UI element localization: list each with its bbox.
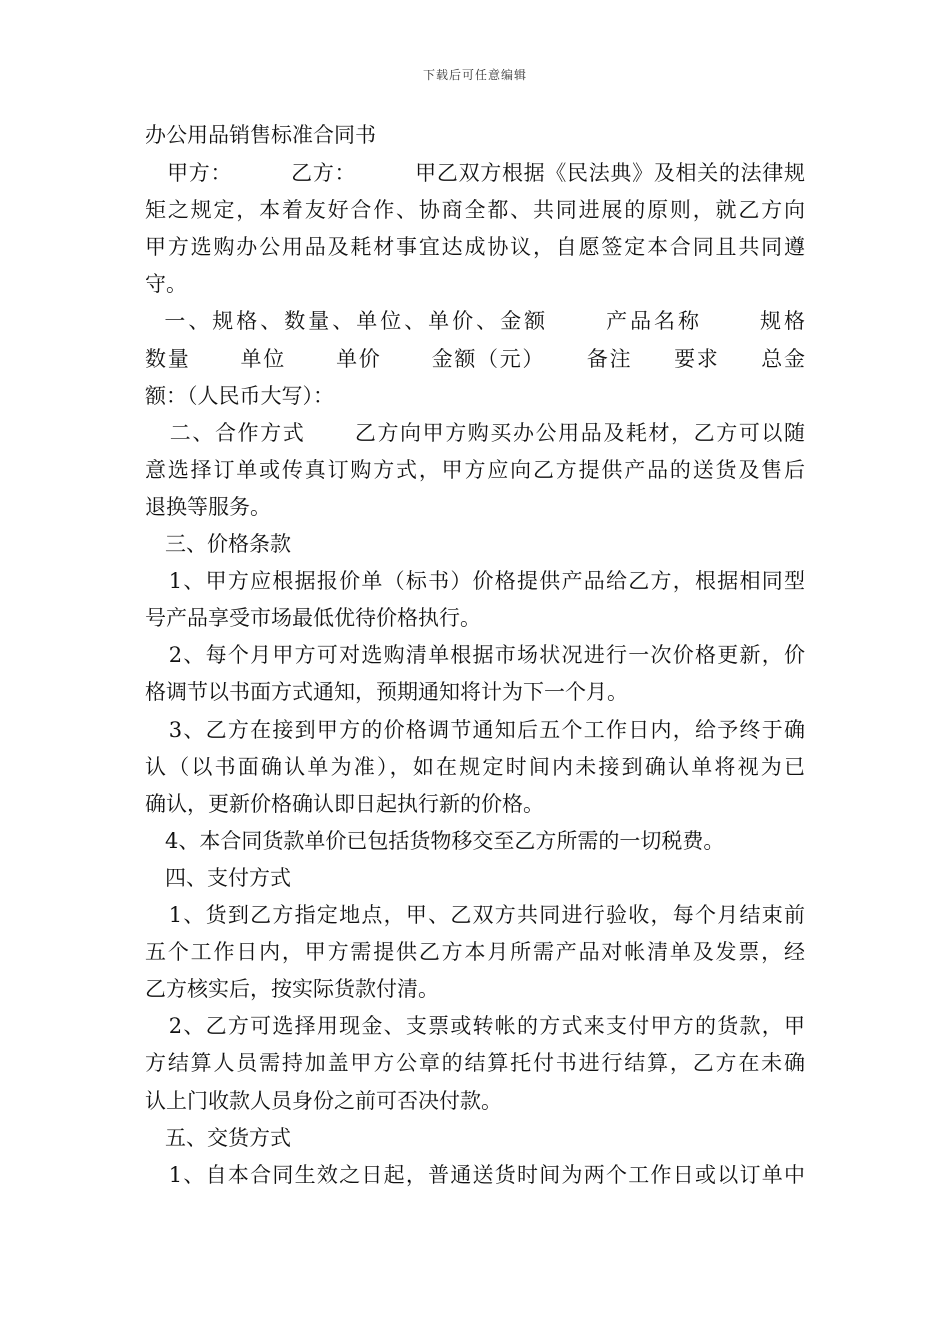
body-line: 退换等服务。 xyxy=(145,495,271,519)
body-line: 守。 xyxy=(145,272,187,296)
page-header: 下载后可任意编辑 xyxy=(422,68,527,82)
body-line: 格调节以书面方式通知，预期通知将计为下一个月。 xyxy=(145,680,628,704)
body-line: 确认，更新价格确认即日起执行新的价格。 xyxy=(145,792,544,816)
body-line: 方结算人员需持加盖甲方公章的结算托付书进行结算，乙方在未确 xyxy=(145,1051,805,1075)
body-line: 1、甲方应根据报价单（标书）价格提供产品给乙方，根据相同型 xyxy=(145,569,805,593)
body-line: 1、自本合同生效之日起，普通送货时间为两个工作日或以订单中 xyxy=(145,1163,805,1187)
body-line: 4、本合同货款单价已包括货物移交至乙方所需的一切税费。 xyxy=(145,829,725,853)
body-line: 认上门收款人员身份之前可否决付款。 xyxy=(145,1089,502,1113)
body-line: 一、规格、数量、单位、单价、金额 产品名称 规格 xyxy=(145,309,805,333)
body-line: 四、支付方式 xyxy=(145,866,292,890)
body-line: 五、交货方式 xyxy=(145,1126,292,1150)
body-line: 数量 单位 单价 金额（元） 备注 要求 总金 xyxy=(145,347,805,371)
body-line: 甲方选购办公用品及耗材事宜达成协议，自愿签定本合同且共同遵 xyxy=(145,235,805,259)
body-line: 额：（人民币大写）： xyxy=(145,384,334,408)
body-line: 二、合作方式 乙方向甲方购买办公用品及耗材，乙方可以随 xyxy=(145,421,805,445)
body-line: 认（以书面确认单为准），如在规定时间内未接到确认单将视为已 xyxy=(145,755,805,779)
body-line: 意选择订单或传真订购方式，甲方应向乙方提供产品的送货及售后 xyxy=(145,458,805,482)
body-line: 乙方核实后，按实际货款付清。 xyxy=(145,977,439,1001)
body-line: 甲方： 乙方： 甲乙双方根据《民法典》及相关的法律规 xyxy=(145,161,805,185)
body-line: 3、乙方在接到甲方的价格调节通知后五个工作日内，给予终于确 xyxy=(145,718,805,742)
document-title: 办公用品销售标准合同书 xyxy=(145,123,376,147)
body-line: 号产品享受市场最低优待价格执行。 xyxy=(145,606,481,630)
body-line: 五个工作日内，甲方需提供乙方本月所需产品对帐清单及发票，经 xyxy=(145,940,805,964)
body-line: 1、货到乙方指定地点，甲、乙双方共同进行验收，每个月结束前 xyxy=(145,903,805,927)
body-line: 2、乙方可选择用现金、支票或转帐的方式来支付甲方的货款，甲 xyxy=(145,1014,805,1038)
body-line: 2、每个月甲方可对选购清单根据市场状况进行一次价格更新，价 xyxy=(145,643,805,667)
body-line: 三、价格条款 xyxy=(145,532,292,556)
body-line: 矩之规定，本着友好合作、协商全都、共同进展的原则，就乙方向 xyxy=(145,198,805,222)
